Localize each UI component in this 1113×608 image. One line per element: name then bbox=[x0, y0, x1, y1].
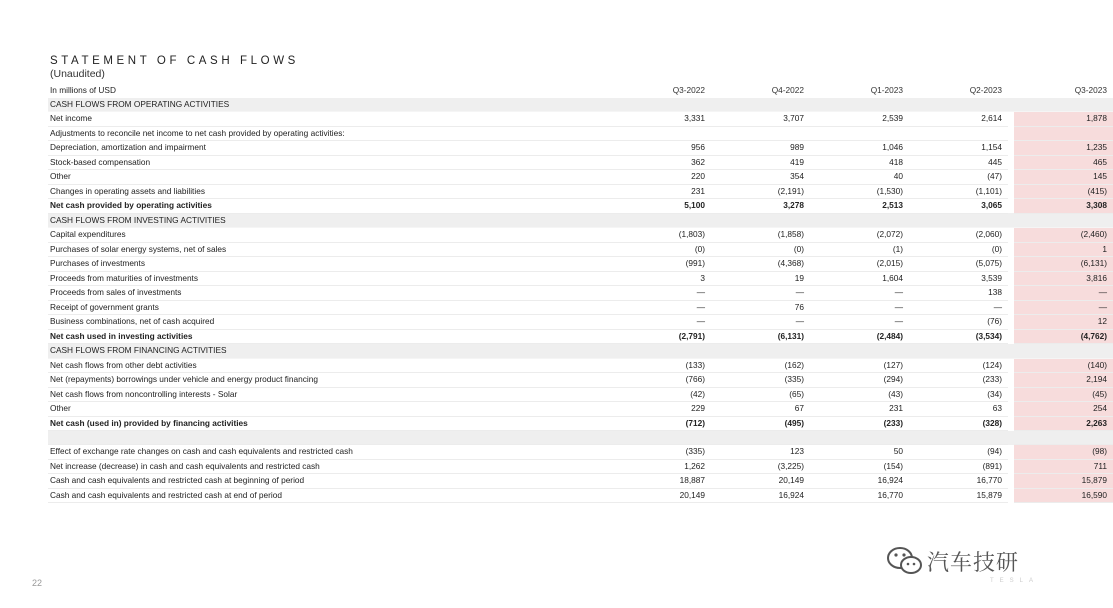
value-cell bbox=[909, 431, 1008, 445]
table-row bbox=[48, 126, 1113, 141]
row-label: Net cash provided by operating activities bbox=[48, 199, 612, 214]
highlighted-cell bbox=[1014, 213, 1113, 228]
value-cell: 419 bbox=[711, 155, 810, 170]
row-label: Net income bbox=[48, 112, 612, 127]
highlighted-cell: — bbox=[1014, 300, 1113, 315]
section-header-row bbox=[48, 98, 1113, 112]
value-cell: — bbox=[612, 286, 711, 301]
value-cell: 2,614 bbox=[909, 112, 1008, 127]
spacer-row bbox=[48, 431, 1113, 445]
value-cell bbox=[909, 126, 1008, 141]
highlighted-cell: (415) bbox=[1014, 184, 1113, 199]
value-cell: (233) bbox=[909, 373, 1008, 388]
value-cell: (712) bbox=[612, 416, 711, 431]
row-label: Receipt of government grants bbox=[48, 300, 612, 315]
value-cell: (3,534) bbox=[909, 329, 1008, 344]
value-cell bbox=[810, 344, 909, 359]
value-cell bbox=[711, 98, 810, 112]
value-cell bbox=[711, 126, 810, 141]
watermark bbox=[885, 544, 1019, 578]
value-cell: 3 bbox=[612, 271, 711, 286]
highlighted-cell: 145 bbox=[1014, 170, 1113, 185]
table-row bbox=[48, 387, 1113, 402]
table-row bbox=[48, 242, 1113, 257]
value-cell bbox=[711, 213, 810, 228]
value-cell: 1,262 bbox=[612, 459, 711, 474]
column-header: Q4-2022 bbox=[771, 85, 804, 95]
row-label: Changes in operating assets and liabilities bbox=[48, 184, 612, 199]
row-label: CASH FLOWS FROM OPERATING ACTIVITIES bbox=[48, 98, 612, 112]
value-cell: (4,368) bbox=[711, 257, 810, 272]
table-row bbox=[48, 300, 1113, 315]
value-cell: 63 bbox=[909, 402, 1008, 417]
value-cell: 1,154 bbox=[909, 141, 1008, 156]
page-subtitle: (Unaudited) bbox=[50, 68, 105, 80]
value-cell: 20,149 bbox=[711, 474, 810, 489]
highlighted-cell: 3,816 bbox=[1014, 271, 1113, 286]
table-row bbox=[48, 170, 1113, 185]
row-label: Proceeds from maturities of investments bbox=[48, 271, 612, 286]
value-cell: (127) bbox=[810, 358, 909, 373]
value-cell: (43) bbox=[810, 387, 909, 402]
value-cell: 1,604 bbox=[810, 271, 909, 286]
value-cell bbox=[612, 126, 711, 141]
highlighted-cell bbox=[1014, 126, 1113, 141]
row-label: Net (repayments) borrowings under vehicle and energy product financing bbox=[48, 373, 612, 388]
value-cell: (2,060) bbox=[909, 228, 1008, 243]
value-cell: (1,858) bbox=[711, 228, 810, 243]
row-label: Adjustments to reconcile net income to net cash provided by operating activities: bbox=[48, 126, 612, 141]
brand-wordmark: TESLA bbox=[990, 578, 1040, 584]
value-cell: (766) bbox=[612, 373, 711, 388]
highlighted-cell bbox=[1014, 431, 1113, 445]
value-cell: (162) bbox=[711, 358, 810, 373]
highlighted-cell: 711 bbox=[1014, 459, 1113, 474]
value-cell: (154) bbox=[810, 459, 909, 474]
row-label: Capital expenditures bbox=[48, 228, 612, 243]
value-cell: 5,100 bbox=[612, 199, 711, 214]
table-row bbox=[48, 488, 1113, 503]
value-cell: (5,075) bbox=[909, 257, 1008, 272]
table-row bbox=[48, 228, 1113, 243]
highlighted-cell bbox=[1014, 98, 1113, 112]
value-cell: (891) bbox=[909, 459, 1008, 474]
row-label: Cash and cash equivalents and restricted cash at end of period bbox=[48, 488, 612, 503]
page-title: STATEMENT OF CASH FLOWS bbox=[50, 55, 299, 67]
value-cell: (124) bbox=[909, 358, 1008, 373]
value-cell: 3,065 bbox=[909, 199, 1008, 214]
value-cell: (34) bbox=[909, 387, 1008, 402]
value-cell bbox=[711, 344, 810, 359]
highlighted-cell: (45) bbox=[1014, 387, 1113, 402]
value-cell: — bbox=[711, 315, 810, 330]
cash-flow-table bbox=[48, 84, 1113, 503]
value-cell: 16,924 bbox=[810, 474, 909, 489]
value-cell: (1) bbox=[810, 242, 909, 257]
highlighted-cell: (6,131) bbox=[1014, 257, 1113, 272]
table-row bbox=[48, 184, 1113, 199]
page-number: 22 bbox=[32, 578, 43, 588]
table-row bbox=[48, 315, 1113, 330]
highlighted-cell: (4,762) bbox=[1014, 329, 1113, 344]
row-label: Proceeds from sales of investments bbox=[48, 286, 612, 301]
value-cell: (3,225) bbox=[711, 459, 810, 474]
value-cell: (0) bbox=[909, 242, 1008, 257]
row-label: Net cash flows from other debt activities bbox=[48, 358, 612, 373]
value-cell: 362 bbox=[612, 155, 711, 170]
value-cell bbox=[909, 213, 1008, 228]
row-label: Purchases of solar energy systems, net of sales bbox=[48, 242, 612, 257]
value-cell: 445 bbox=[909, 155, 1008, 170]
row-label: CASH FLOWS FROM INVESTING ACTIVITIES bbox=[48, 213, 612, 228]
value-cell: 231 bbox=[612, 184, 711, 199]
value-cell: (6,131) bbox=[711, 329, 810, 344]
value-cell: 989 bbox=[711, 141, 810, 156]
highlighted-cell: 1,235 bbox=[1014, 141, 1113, 156]
row-label: Purchases of investments bbox=[48, 257, 612, 272]
value-cell bbox=[909, 98, 1008, 112]
row-label: Effect of exchange rate changes on cash and cash equivalents and restricted cash bbox=[48, 445, 612, 460]
row-label: Cash and cash equivalents and restricted cash at beginning of period bbox=[48, 474, 612, 489]
value-cell: (328) bbox=[909, 416, 1008, 431]
value-cell bbox=[612, 213, 711, 228]
value-cell: 1,046 bbox=[810, 141, 909, 156]
highlighted-cell: 2,263 bbox=[1014, 416, 1113, 431]
table-header-row bbox=[48, 84, 1113, 98]
column-header: Q2-2023 bbox=[969, 85, 1002, 95]
value-cell: (2,015) bbox=[810, 257, 909, 272]
value-cell: 220 bbox=[612, 170, 711, 185]
highlighted-cell: 1,878 bbox=[1014, 112, 1113, 127]
table-row bbox=[48, 358, 1113, 373]
highlighted-cell: 2,194 bbox=[1014, 373, 1113, 388]
table-row bbox=[48, 112, 1113, 127]
table-row bbox=[48, 155, 1113, 170]
value-cell: (94) bbox=[909, 445, 1008, 460]
value-cell: (47) bbox=[909, 170, 1008, 185]
section-header-row bbox=[48, 213, 1113, 228]
highlighted-cell: 16,590 bbox=[1014, 488, 1113, 503]
value-cell: (42) bbox=[612, 387, 711, 402]
value-cell: 20,149 bbox=[612, 488, 711, 503]
highlighted-cell: 465 bbox=[1014, 155, 1113, 170]
value-cell bbox=[612, 98, 711, 112]
value-cell: (65) bbox=[711, 387, 810, 402]
value-cell bbox=[810, 126, 909, 141]
value-cell bbox=[810, 98, 909, 112]
value-cell bbox=[612, 431, 711, 445]
value-cell: 15,879 bbox=[909, 488, 1008, 503]
value-cell bbox=[810, 213, 909, 228]
value-cell: (1,530) bbox=[810, 184, 909, 199]
highlighted-cell: (98) bbox=[1014, 445, 1113, 460]
table-row bbox=[48, 416, 1113, 431]
value-cell: (1,101) bbox=[909, 184, 1008, 199]
value-cell: (233) bbox=[810, 416, 909, 431]
value-cell: 231 bbox=[810, 402, 909, 417]
value-cell: 40 bbox=[810, 170, 909, 185]
value-cell bbox=[711, 431, 810, 445]
value-cell: 67 bbox=[711, 402, 810, 417]
value-cell: 19 bbox=[711, 271, 810, 286]
value-cell: (133) bbox=[612, 358, 711, 373]
row-label: Net cash flows from noncontrolling interests - Solar bbox=[48, 387, 612, 402]
value-cell: 16,770 bbox=[909, 474, 1008, 489]
table-row bbox=[48, 286, 1113, 301]
value-cell: (495) bbox=[711, 416, 810, 431]
value-cell: — bbox=[810, 300, 909, 315]
highlighted-cell: 15,879 bbox=[1014, 474, 1113, 489]
value-cell: 138 bbox=[909, 286, 1008, 301]
value-cell: 354 bbox=[711, 170, 810, 185]
value-cell bbox=[612, 344, 711, 359]
row-label: CASH FLOWS FROM FINANCING ACTIVITIES bbox=[48, 344, 612, 359]
wechat-icon bbox=[885, 544, 925, 578]
table-row bbox=[48, 474, 1113, 489]
column-header: Q3-2022 bbox=[672, 85, 705, 95]
highlighted-cell bbox=[1014, 344, 1113, 359]
value-cell: 229 bbox=[612, 402, 711, 417]
value-cell: — bbox=[810, 315, 909, 330]
value-cell: — bbox=[711, 286, 810, 301]
value-cell: 123 bbox=[711, 445, 810, 460]
section-header-row bbox=[48, 344, 1113, 359]
row-label: Other bbox=[48, 402, 612, 417]
value-cell: (2,072) bbox=[810, 228, 909, 243]
column-header: Q3-2023 bbox=[1074, 85, 1107, 95]
value-cell: (2,791) bbox=[612, 329, 711, 344]
value-cell: 2,539 bbox=[810, 112, 909, 127]
value-cell: — bbox=[612, 315, 711, 330]
row-label: Other bbox=[48, 170, 612, 185]
row-label: Net increase (decrease) in cash and cash equivalents and restricted cash bbox=[48, 459, 612, 474]
row-label: Net cash (used in) provided by financing activities bbox=[48, 416, 612, 431]
value-cell: (76) bbox=[909, 315, 1008, 330]
watermark-text: 汽车技研 bbox=[927, 550, 1020, 576]
value-cell: 3,278 bbox=[711, 199, 810, 214]
unit-label: In millions of USD bbox=[50, 85, 116, 95]
table-row bbox=[48, 445, 1113, 460]
value-cell: (2,484) bbox=[810, 329, 909, 344]
highlighted-cell: 254 bbox=[1014, 402, 1113, 417]
row-label: Stock-based compensation bbox=[48, 155, 612, 170]
value-cell: (335) bbox=[711, 373, 810, 388]
value-cell: (991) bbox=[612, 257, 711, 272]
table-row bbox=[48, 257, 1113, 272]
value-cell: 16,924 bbox=[711, 488, 810, 503]
highlighted-cell: — bbox=[1014, 286, 1113, 301]
row-label bbox=[48, 431, 612, 445]
value-cell: (0) bbox=[612, 242, 711, 257]
value-cell: 3,707 bbox=[711, 112, 810, 127]
table-row bbox=[48, 373, 1113, 388]
value-cell: (294) bbox=[810, 373, 909, 388]
table-row bbox=[48, 199, 1113, 214]
value-cell: — bbox=[810, 286, 909, 301]
row-label: Business combinations, net of cash acquired bbox=[48, 315, 612, 330]
value-cell bbox=[909, 344, 1008, 359]
value-cell: 18,887 bbox=[612, 474, 711, 489]
highlighted-cell: (2,460) bbox=[1014, 228, 1113, 243]
value-cell: 2,513 bbox=[810, 199, 909, 214]
value-cell: 956 bbox=[612, 141, 711, 156]
value-cell: — bbox=[612, 300, 711, 315]
table-row bbox=[48, 329, 1113, 344]
value-cell: 16,770 bbox=[810, 488, 909, 503]
value-cell: 418 bbox=[810, 155, 909, 170]
value-cell: (1,803) bbox=[612, 228, 711, 243]
table-row bbox=[48, 459, 1113, 474]
row-label: Depreciation, amortization and impairment bbox=[48, 141, 612, 156]
value-cell bbox=[810, 431, 909, 445]
value-cell: 3,539 bbox=[909, 271, 1008, 286]
value-cell: (335) bbox=[612, 445, 711, 460]
row-label: Net cash used in investing activities bbox=[48, 329, 612, 344]
highlighted-cell: 3,308 bbox=[1014, 199, 1113, 214]
value-cell: 50 bbox=[810, 445, 909, 460]
value-cell: 3,331 bbox=[612, 112, 711, 127]
value-cell: — bbox=[909, 300, 1008, 315]
table-row bbox=[48, 141, 1113, 156]
table-row bbox=[48, 402, 1113, 417]
highlighted-cell: 12 bbox=[1014, 315, 1113, 330]
column-header: Q1-2023 bbox=[870, 85, 903, 95]
value-cell: 76 bbox=[711, 300, 810, 315]
highlighted-cell: (140) bbox=[1014, 358, 1113, 373]
table-row bbox=[48, 271, 1113, 286]
value-cell: (0) bbox=[711, 242, 810, 257]
highlighted-cell: 1 bbox=[1014, 242, 1113, 257]
value-cell: (2,191) bbox=[711, 184, 810, 199]
